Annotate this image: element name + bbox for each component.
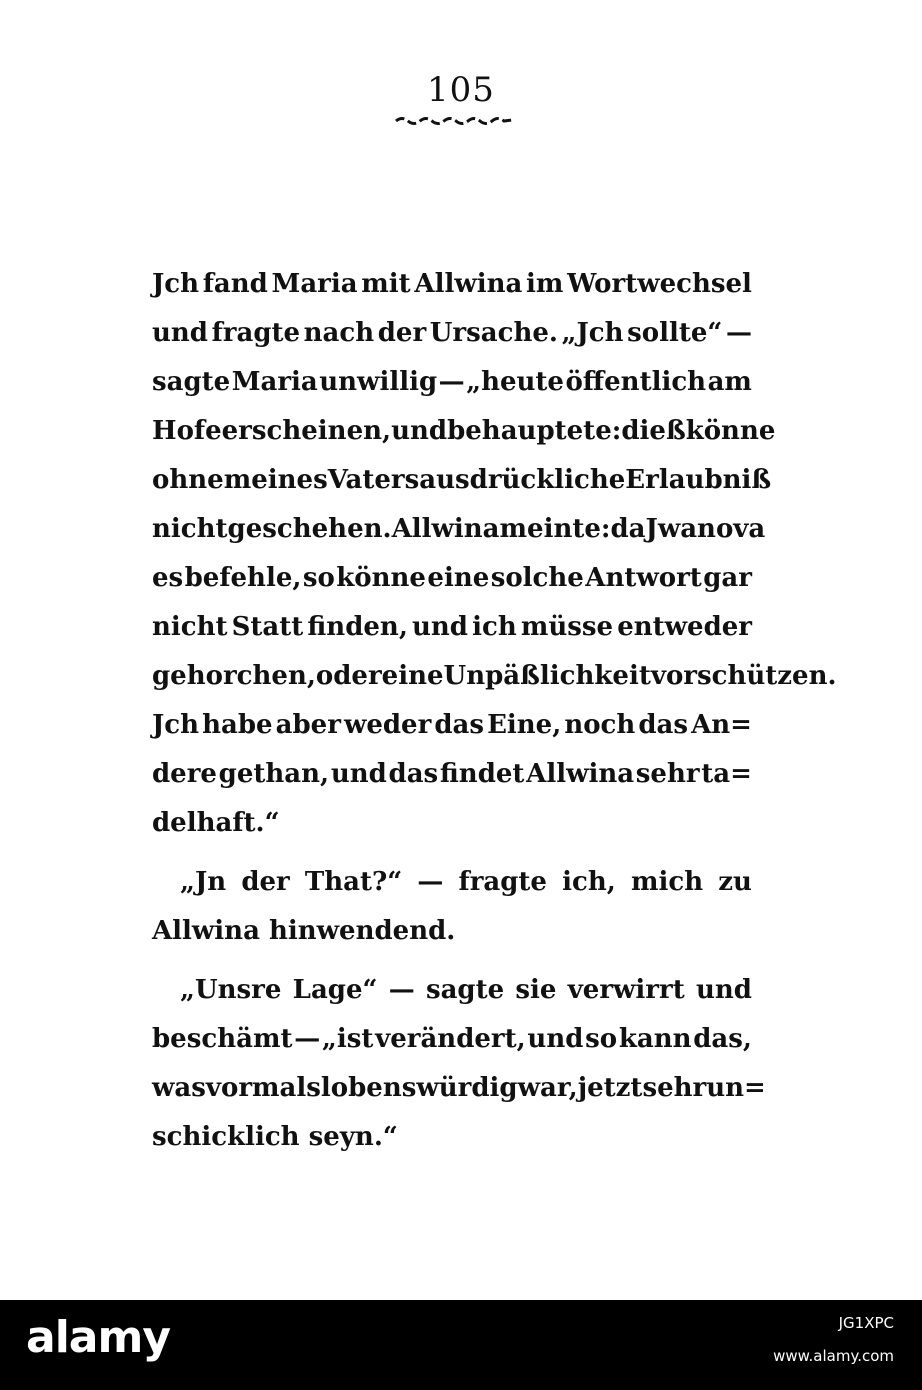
text-line: und fragte nach der Ursache. „Jch sollte“ — (152, 318, 752, 348)
watermark-image-code: JG1XPC (838, 1314, 894, 1332)
ornament-rule (394, 113, 514, 127)
text-line: dere gethan, und das findet Allwina sehr ta= (152, 759, 752, 789)
text-line: „Jn der That?“ — fragte ich, mich zu (180, 867, 752, 897)
body-text (152, 260, 837, 1162)
text-line: Hofe erscheinen, und behauptete: dieß könne (152, 416, 776, 446)
watermark-url: www.alamy.com (773, 1347, 894, 1365)
text-line: Jch fand Maria mit Allwina im Wortwechsel (152, 269, 752, 299)
text-line: schicklich seyn.“ (152, 1122, 398, 1152)
text-line: „Unsre Lage“ — sagte sie verwirrt und (180, 975, 752, 1005)
text-line: gehorchen, oder eine Unpäßlichkeit vorschützen. (152, 661, 837, 691)
text-line: delhaft.“ (152, 808, 280, 838)
text-line: Allwina hinwendend. (152, 916, 456, 946)
text-line: Jch habe aber weder das Eine, noch das An= (152, 710, 752, 740)
text-line: es befehle, so könne eine solche Antwort gar (152, 563, 752, 593)
text-line: ohne meines Vaters ausdrückliche Erlaubniß (152, 465, 772, 495)
text-line: sagte Maria unwillig — „heute öffentlich am (152, 367, 752, 397)
text-line: nicht Statt finden, und ich müsse entweder (152, 612, 752, 642)
page-number: 105 (427, 70, 495, 110)
text-line: was vormals lobenswürdig war, jetzt sehr un= (152, 1073, 766, 1103)
text-line: nicht geschehen. Allwina meinte: da Jwanova (152, 514, 766, 544)
watermark-brand: alamy (26, 1312, 170, 1363)
text-line: beschämt — „ist verändert, und so kann das, (152, 1024, 752, 1054)
